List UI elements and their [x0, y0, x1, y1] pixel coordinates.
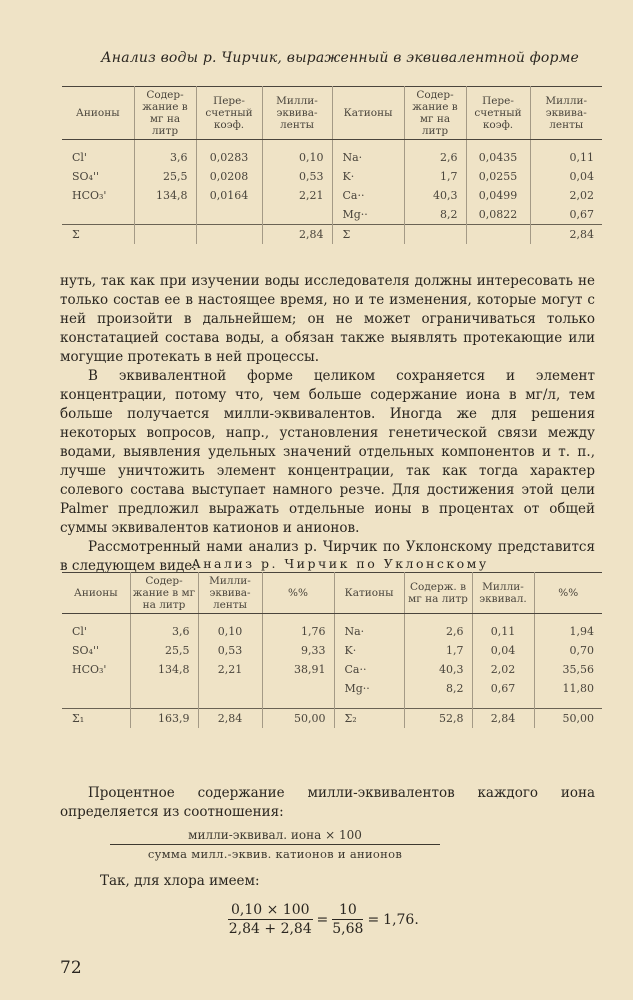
table-cell	[404, 225, 466, 245]
calc-equals-1: =	[316, 911, 329, 928]
table-cell: 0,0208	[196, 167, 262, 186]
table-cell: SO₄''	[62, 167, 134, 186]
table-cell: Mg··	[332, 205, 404, 225]
table1-header-1: Содер- жание в мг на литр	[134, 87, 196, 140]
table-cell: 0,10	[262, 148, 332, 167]
table-cell: 0,0435	[466, 148, 530, 167]
spacer-cell	[472, 614, 534, 623]
table-row	[62, 148, 602, 167]
table1-body	[62, 140, 602, 245]
spacer-row	[62, 140, 602, 149]
spacer-cell	[530, 140, 602, 149]
table-cell: SO₄''	[62, 641, 130, 660]
table-cell: 2,84	[262, 225, 332, 245]
calc-fraction-2	[332, 902, 363, 937]
table2-sum-row	[62, 709, 602, 729]
spacer-cell	[62, 698, 130, 709]
table-cell: 2,6	[404, 622, 472, 641]
table-cell: 0,67	[472, 679, 534, 698]
table-cell: Ca··	[334, 660, 404, 679]
analysis-table-1	[62, 86, 602, 244]
spacer-cell	[404, 140, 466, 149]
spacer-cell	[332, 140, 404, 149]
table-cell: Ca··	[332, 186, 404, 205]
body-text-1	[60, 272, 595, 576]
calc-denominator-2: 5,68	[332, 921, 364, 937]
table-cell: 0,0164	[196, 186, 262, 205]
table-row	[62, 622, 602, 641]
table-cell: 0,0822	[466, 205, 530, 225]
body-text-2	[60, 784, 595, 822]
spacer-cell	[134, 140, 196, 149]
table-cell: Σ₂	[334, 709, 404, 729]
table-cell: 25,5	[130, 641, 198, 660]
table2-title: Анализ р. Чирчик по Уклонскому	[191, 556, 489, 571]
table1-header-2: Пере- счетный коэф.	[196, 87, 262, 140]
table-cell: 3,6	[134, 148, 196, 167]
table1-sum-row	[62, 225, 602, 245]
table-cell: 1,7	[404, 167, 466, 186]
table-cell: 0,0283	[196, 148, 262, 167]
table-cell: 0,70	[569, 644, 594, 657]
spacer-cell	[262, 614, 334, 623]
calc-equals-2: =	[367, 911, 380, 928]
table-cell: 2,84	[472, 709, 534, 729]
spacer-row	[62, 698, 602, 709]
table1-header-4: Катионы	[332, 87, 404, 140]
table-cell: 0,11	[472, 622, 534, 641]
table2-header-1: Содер- жание в мг на литр	[130, 573, 198, 614]
spacer-cell	[534, 614, 602, 623]
spacer-cell	[130, 698, 198, 709]
spacer-cell	[130, 614, 198, 623]
table-cell	[134, 225, 196, 245]
table-cell: 25,5	[134, 167, 196, 186]
table-cell	[62, 679, 130, 698]
spacer-cell	[466, 140, 530, 149]
table-cell: 0,10	[198, 622, 262, 641]
table-cell	[262, 679, 334, 698]
calc-numerator-1: 0,10 × 100	[231, 902, 310, 918]
table-cell: Na·	[334, 622, 404, 641]
body-text-3	[60, 872, 595, 891]
table-cell: 163,9	[130, 709, 198, 729]
formula-numerator: милли-эквивал. иона × 100	[188, 828, 362, 842]
calc-denominator-1: 2,84 + 2,84	[228, 921, 312, 937]
table-cell: 1,76	[262, 622, 334, 641]
table-cell	[466, 225, 530, 245]
table-cell	[134, 205, 196, 225]
table-cell: 0,53	[262, 167, 332, 186]
table-cell: 40,3	[404, 660, 472, 679]
table-cell: 8,2	[404, 679, 472, 698]
table-cell: 2,02	[472, 660, 534, 679]
spacer-cell	[198, 698, 262, 709]
table-row	[62, 167, 602, 186]
table-cell	[198, 679, 262, 698]
spacer-cell	[196, 140, 262, 149]
table-cell: 3,6	[130, 622, 198, 641]
table-cell: 11,80	[562, 682, 594, 695]
table2-header-3: %%	[262, 573, 334, 614]
table-cell: 35,56	[562, 663, 594, 676]
table-row	[62, 679, 602, 698]
calc-fraction-1	[228, 902, 313, 937]
spacer-cell	[404, 698, 472, 709]
table-cell: 50,00	[534, 709, 602, 729]
spacer-cell	[262, 140, 332, 149]
table-cell: Σ₁	[62, 709, 130, 729]
paragraph-2: В эквивалентной форме целиком сохраняется и элемент концентрации, потому что, чем больше содержание иона в мг/л, тем больше получается милли-эквивалентов. Иногда же для решения некоторых вопросов, напр., установления генетической связи между водами, выявления удельных значений отдельных компонентов и т. п., лучше уничтожить элемент концентрации, так как тогда характер солевого состава выступает намного резче. Для достижения этой цели Palmer предложил выражать отдельные ионы в процентах от общей суммы эквивалентов катионов и анионов.	[60, 368, 595, 536]
table-cell	[262, 205, 332, 225]
table-cell: HCO₃'	[62, 660, 130, 679]
table-cell: 2,84	[530, 225, 602, 245]
table-cell: 38,91	[262, 660, 334, 679]
table-cell: HCO₃'	[62, 186, 134, 205]
table2-header-4: Катионы	[334, 573, 404, 614]
table-row	[62, 641, 602, 660]
paragraph-3: Рассмотренный нами анализ р. Чирчик по Уклонскому представится в следующем виде:	[60, 539, 595, 574]
table-cell: 134,8	[134, 186, 196, 205]
table-cell: Σ	[62, 225, 134, 245]
spacer-cell	[404, 614, 472, 623]
spacer-cell	[534, 698, 602, 709]
table2-body	[62, 614, 602, 729]
table-cell: 2,02	[569, 189, 594, 202]
table-cell: 40,3	[404, 186, 466, 205]
table-cell: Mg··	[334, 679, 404, 698]
spacer-cell	[334, 698, 404, 709]
calc-numerator-2: 10	[338, 902, 357, 918]
spacer-cell	[334, 614, 404, 623]
table2-header-7: %%	[534, 573, 602, 614]
table-cell: 0,53	[198, 641, 262, 660]
table-row	[62, 205, 602, 225]
table-cell: 8,2	[404, 205, 466, 225]
table-cell: 0,11	[569, 151, 594, 164]
table2-header-2: Милли- эквива- ленты	[198, 573, 262, 614]
table-cell: 2,84	[198, 709, 262, 729]
table1-header-5: Содер- жание в мг на литр	[404, 87, 466, 140]
table-cell: Cl'	[62, 148, 134, 167]
chlorine-calculation	[224, 902, 419, 937]
table-cell: 0,04	[569, 170, 594, 183]
table1-title: Анализ воды р. Чирчик, выраженный в эквивалентной форме	[100, 50, 580, 66]
table2-header-row	[62, 573, 602, 614]
table-cell: 2,21	[198, 660, 262, 679]
table-cell: K·	[334, 641, 404, 660]
table-cell	[196, 205, 262, 225]
table-row	[62, 660, 602, 679]
spacer-cell	[472, 698, 534, 709]
analysis-table-2	[62, 572, 602, 728]
table-cell	[62, 205, 134, 225]
table-row	[62, 186, 602, 205]
spacer-cell	[62, 140, 134, 149]
table2-header-0: Анионы	[62, 573, 130, 614]
table-cell: Σ	[332, 225, 404, 245]
table-cell: 0,67	[569, 208, 594, 221]
table-cell: 2,21	[262, 186, 332, 205]
paragraph-4: Процентное содержание милли-эквивалентов каждого иона определяется из соотношения:	[60, 785, 595, 820]
table-cell: 9,33	[262, 641, 334, 660]
table1-header-6: Пере- счетный коэф.	[466, 87, 530, 140]
spacer-cell	[198, 614, 262, 623]
table1-header-row	[62, 87, 602, 140]
page-number: 72	[60, 958, 82, 978]
table-cell	[196, 225, 262, 245]
calc-result: 1,76.	[383, 911, 419, 928]
spacer-cell	[262, 698, 334, 709]
table-cell: 50,00	[262, 709, 334, 729]
spacer-cell	[62, 614, 130, 623]
table-cell: 0,0499	[466, 186, 530, 205]
table1-header-0: Анионы	[62, 87, 134, 140]
spacer-row	[62, 614, 602, 623]
table1-header-7: Милли- эквива- ленты	[530, 87, 602, 140]
table-cell: Cl'	[62, 622, 130, 641]
paragraph-5: Так, для хлора имеем:	[100, 873, 260, 889]
table-cell: Na·	[332, 148, 404, 167]
formula-denominator: сумма милл.-эквив. катионов и анионов	[110, 844, 440, 861]
table2-header-6: Милли- эквивал.	[472, 573, 534, 614]
paragraph-1: нуть, так как при изучении воды исследователя должны интересовать не только состав ее в настоящее время, но и те изменения, которые могут с ней произойти в дальнейшем; он не может ограничиваться только констатацией состава воды, а обязан также выявлять протекающие или могущие протекать в ней процессы.	[60, 273, 595, 365]
table-cell: K·	[332, 167, 404, 186]
table2-header-5: Содерж. в мг на литр	[404, 573, 472, 614]
table-cell: 0,04	[472, 641, 534, 660]
percent-formula	[110, 828, 440, 861]
table1-header-3: Милли- эквива- ленты	[262, 87, 332, 140]
table-cell: 52,8	[404, 709, 472, 729]
table-cell: 1,94	[569, 625, 594, 638]
table-cell: 1,7	[404, 641, 472, 660]
table-cell	[130, 679, 198, 698]
table-cell: 134,8	[130, 660, 198, 679]
table-cell: 2,6	[404, 148, 466, 167]
table-cell: 0,0255	[466, 167, 530, 186]
